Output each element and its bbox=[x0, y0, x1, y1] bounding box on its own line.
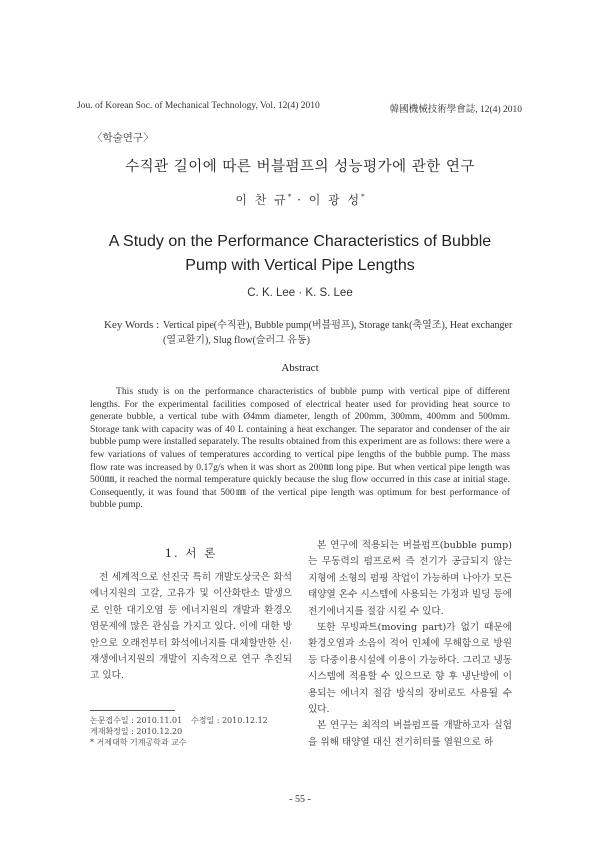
author-separator: · bbox=[291, 193, 309, 207]
received-date: 논문접수일 : 2010.11.01 bbox=[90, 716, 183, 725]
authors-korean bbox=[0, 191, 600, 208]
author-name: 이 광 성 bbox=[308, 193, 362, 207]
abstract-heading: Abstract bbox=[281, 362, 319, 374]
author-affiliation-mark: * bbox=[287, 193, 292, 201]
body-column-right bbox=[308, 538, 512, 751]
keywords-block bbox=[104, 318, 524, 348]
author-affiliation-mark: * bbox=[361, 193, 365, 201]
body-column-left bbox=[90, 570, 292, 685]
revised-date: 수정일 : 2010.12.12 bbox=[191, 716, 268, 725]
authors-english: C. K. Lee · K. S. Lee bbox=[247, 287, 353, 299]
journal-header-english: Jou. of Korean Soc. of Mechanical Technology, Vol. 12(4) 2010 bbox=[77, 101, 320, 111]
journal-header-hanja: 韓國機械技術學會誌, 12(4) 2010 bbox=[389, 105, 522, 115]
section-tag: 〈학술연구〉 bbox=[92, 132, 154, 144]
title-english-line: Pump with Vertical Pipe Lengths bbox=[185, 257, 415, 274]
keywords-text: Vertical pipe(수직관), Bubble pump(버블펌프), Storage tank(축열조), Heat exchanger (열교환기), Slug flow(슬러그 유동) bbox=[163, 320, 513, 346]
author-name: 이 찬 규 bbox=[235, 193, 288, 207]
footnote-dates bbox=[90, 715, 300, 726]
body-paragraph: 본 연구는 최적의 버블펌프를 개발하고자 실험을 위해 태양열 대신 전기히터를 열원으로 하 bbox=[308, 720, 512, 748]
title-korean: 수직관 길이에 따른 버블펌프의 성능평가에 관한 연구 bbox=[125, 159, 475, 175]
author-affiliation-note: * 거제대학 기계공학과 교수 bbox=[90, 738, 187, 747]
body-paragraph: 전 세계적으로 선진국 특히 개발도상국은 화석 에너지원의 고갈, 고유가 및 이산화탄소 발생으로 인한 대기오염 등 에너지원의 개발과 환경오염문제에 많은 관심을 가지고 있다. 이에 대한 방안으로 오래전부터 화석에너지를 대체할만한 신·재생에너지원의 개발이 지속적으로 연구 추진되고 있다. bbox=[90, 572, 292, 682]
footnote-divider bbox=[90, 710, 175, 711]
body-paragraph: 또한 무빙파트(moving part)가 없기 때문에 환경오염과 소음이 적어 인체에 무해함으로 방원 등 다중이용시설에 이용이 가능하다. 그리고 냉동 시스템에 적용할 수 있으므로 향 후 냉난방에 이용되는 에너지 절감 방식의 장비로도 사용될 수 있다. bbox=[308, 622, 512, 716]
section-heading-introduction: 1. 서 론 bbox=[164, 546, 218, 560]
abstract-body: This study is on the performance characteristics of bubble pump with vertical pipe of different lengths. For the experimental facilities composed of electrical heater used for providing heat source to generate bubble, a vertical tube with Ø4mm diameter, length of 200mm, 300mm, 400mm and 500mm. Storage tank with capacity was of 40 L containing a heat exchanger. The separator and condenser of the air bubble pump were installed separately. The results obtained from this experiment are as follows: there were a few variations of values of temperatures according to vertical pipe lengths of the bubble pump. The mass flow rate was increased by 0.17g/s when it was short as 200㎜ long pipe. But when vertical pipe length was 500㎜, it reached the normal temperature quickly because the slug flow occurred in this case at initial stage. Consequently, it was found that 500㎜ of the vertical pipe length was optimum for best performance of bubble pump. bbox=[90, 386, 510, 511]
title-english-line: A Study on the Performance Characteristics of Bubble bbox=[108, 233, 492, 250]
body-paragraph: 본 연구에 적용되는 버블펌프(bubble pump)는 무동력의 펌프로써 즉 전기가 공급되지 않는 지형에 소형의 펌핑 작업이 가능하며 나아가 모든 태양열 온수 시스템에 사용되는 가정과 빌딩 등에 전기에너지를 절감 시킬 수 있다. bbox=[308, 540, 512, 617]
page-number: - 55 - bbox=[289, 794, 311, 805]
title-english bbox=[0, 230, 600, 278]
approved-date: 게재확정일 : 2010.12.20 bbox=[90, 727, 183, 736]
keywords-label: Key Words : bbox=[104, 319, 160, 331]
